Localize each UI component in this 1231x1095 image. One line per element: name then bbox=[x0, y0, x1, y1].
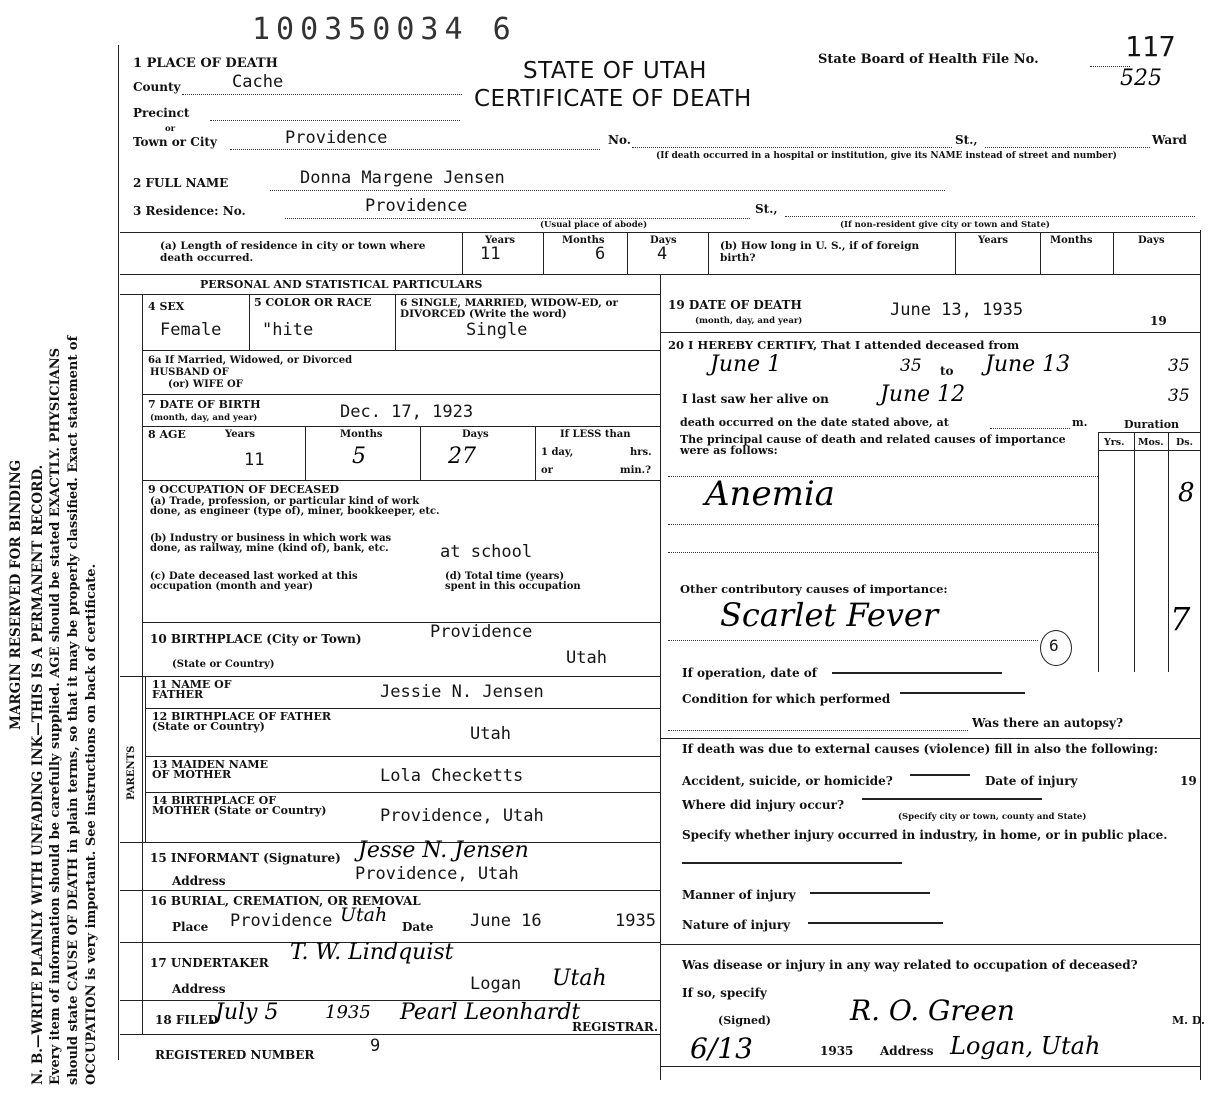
contrib-value: Scarlet Fever bbox=[720, 596, 939, 634]
place-heading: 1 PLACE OF DEATH bbox=[133, 56, 278, 71]
burial-place-hand: Utah bbox=[340, 904, 388, 926]
physician-signature: R. O. Green bbox=[850, 994, 1015, 1027]
dob-value: Dec. 17, 1923 bbox=[340, 402, 474, 422]
operation-label: If operation, date of bbox=[682, 666, 817, 680]
mother-label: 13 MAIDEN NAME OF MOTHER bbox=[152, 758, 268, 781]
father-value: Jessie N. Jensen bbox=[380, 682, 544, 702]
informant-address-label: Address bbox=[172, 874, 226, 888]
injury-date-label: Date of injury bbox=[985, 774, 1078, 788]
attended-to-year: 35 bbox=[1168, 356, 1190, 376]
us-years-header: Years bbox=[978, 235, 1009, 246]
occurred-label: death occurred on the date stated above, at bbox=[680, 416, 949, 429]
file-number: 117 bbox=[1125, 30, 1176, 63]
age-years: 11 bbox=[244, 450, 265, 470]
county-value: Cache bbox=[232, 72, 284, 92]
where-label: Where did injury occur? bbox=[682, 798, 845, 812]
less-or-label: or bbox=[541, 465, 553, 476]
burial-label: 16 BURIAL, CREMATION, OR REMOVAL bbox=[150, 894, 421, 908]
residence-label: 3 Residence: No. bbox=[133, 204, 246, 218]
sex-value: Female bbox=[160, 320, 222, 340]
res-months: 6 bbox=[595, 244, 606, 264]
age-years-header: Years bbox=[225, 429, 256, 440]
burial-date-label: Date bbox=[402, 920, 434, 934]
attended-from-year: 35 bbox=[900, 356, 922, 376]
birth-state-value: Utah bbox=[566, 648, 607, 668]
filed-date: July 5 bbox=[215, 1000, 279, 1025]
file-number-alt: 525 bbox=[1120, 66, 1162, 91]
informant-address: Providence, Utah bbox=[355, 864, 519, 884]
certify-label: 20 I HEREBY CERTIFY, That I attended deceased from bbox=[668, 338, 1020, 352]
attended-to: June 13 bbox=[985, 352, 1071, 377]
mother-birthplace-label: 14 BIRTHPLACE OF MOTHER (State or Country) bbox=[152, 794, 327, 817]
age-months-header: Months bbox=[340, 429, 383, 440]
certificate-title: CERTIFICATE OF DEATH bbox=[474, 86, 752, 112]
us-months-header: Months bbox=[1050, 235, 1093, 246]
condition-label: Condition for which performed bbox=[682, 692, 891, 706]
burial-place: Providence bbox=[230, 911, 333, 931]
last-saw-label: I last saw her alive on bbox=[682, 392, 829, 406]
external-label: If death was due to external causes (violence) fill in also the following: bbox=[682, 742, 1159, 756]
birthplace-label: 10 BIRTHPLACE (City or Town) bbox=[150, 632, 362, 646]
marital-label: 6 SINGLE, MARRIED, WIDOW-ED, or DIVORCED (Write the word) bbox=[400, 297, 619, 320]
ward-label: Ward bbox=[1152, 133, 1187, 147]
yrs-header: Yrs. bbox=[1104, 437, 1125, 448]
contrib-label: Other contributory causes of importance: bbox=[680, 582, 948, 596]
res-months-header: Months bbox=[562, 235, 605, 246]
age-days: 27 bbox=[448, 444, 476, 469]
registered-number-label: REGISTERED NUMBER bbox=[155, 1048, 315, 1062]
father-birthplace-label: 12 BIRTHPLACE OF FATHER (State or Country) bbox=[152, 710, 332, 733]
full-name-value: Donna Margene Jensen bbox=[300, 168, 505, 188]
occupation-c-label: (c) Date deceased last worked at this occupation (month and year) bbox=[150, 571, 358, 592]
occupation-a-label: (a) Trade, profession, or particular kind of work done, as engineer (type of), miner, bookkeeper, etc. bbox=[150, 496, 440, 517]
spouse-label-c: (or) WIFE OF bbox=[168, 379, 243, 390]
where-note: (Specify city or town, county and State) bbox=[898, 812, 1087, 822]
m-label: m. bbox=[1072, 416, 1088, 429]
physician-address-label: Address bbox=[880, 1044, 934, 1058]
margin-instruction-1: Every item of information should be carefully supplied. AGE should be stated EXACTLY. PHYSICIANS bbox=[48, 347, 63, 1085]
sex-label: 4 SEX bbox=[148, 300, 185, 313]
death-date-value: June 13, 1935 bbox=[890, 300, 1024, 320]
father-label: 11 NAME OF FATHER bbox=[152, 678, 232, 701]
contrib-duration-days: 7 bbox=[1170, 600, 1191, 638]
full-name-label: 2 FULL NAME bbox=[133, 176, 229, 190]
residence-length-label: (a) Length of residence in city or town where death occurred. bbox=[160, 240, 426, 264]
us-residence-label: (b) How long in U. S., if of foreign birth? bbox=[720, 240, 920, 264]
res-days: 4 bbox=[657, 244, 668, 264]
birth-state-label: (State or Country) bbox=[172, 659, 275, 670]
accident-label: Accident, suicide, or homicide? bbox=[682, 774, 893, 788]
physician-address: Logan, Utah bbox=[950, 1032, 1101, 1060]
burial-year: 1935 bbox=[615, 911, 656, 931]
death-date-label: 19 DATE OF DEATH bbox=[668, 298, 802, 312]
or-label: or bbox=[165, 124, 176, 134]
spouse-label-b: HUSBAND OF bbox=[150, 367, 229, 378]
margin-warning: N. B.—WRITE PLAINLY WITH UNFADING INK—THIS IS A PERMANENT RECORD. bbox=[30, 464, 46, 1085]
serial-number: 100350034 6 bbox=[252, 12, 517, 47]
street-label: St., bbox=[955, 133, 978, 147]
duration-header: Duration bbox=[1124, 418, 1180, 431]
margin-instruction-3: OCCUPATION is very important. See instructions on back of certificate. bbox=[84, 563, 99, 1085]
dob-sub: (month, day, and year) bbox=[150, 413, 258, 423]
residence-value: Providence bbox=[365, 196, 468, 216]
parents-label: PARENTS bbox=[126, 745, 137, 800]
specify-label: Specify whether injury occurred in industry, in home, or in public place. bbox=[682, 828, 1168, 842]
registrar-signature: Pearl Leonhardt bbox=[400, 1000, 581, 1025]
margin-instruction-2: should state CAUSE OF DEATH in plain terms, so that it may be properly classified. Exact statement of bbox=[66, 335, 81, 1085]
attended-to-label: to bbox=[940, 364, 954, 378]
nonresident-note: (If non-resident give city or town and State) bbox=[840, 220, 1050, 230]
county-label: County bbox=[133, 80, 181, 94]
signed-year: 1935 bbox=[820, 1044, 854, 1058]
mother-birthplace-value: Providence, Utah bbox=[380, 806, 544, 826]
precinct-label: Precinct bbox=[133, 106, 190, 120]
age-label: 8 AGE bbox=[148, 428, 186, 441]
injury-year-label: 19 bbox=[1180, 774, 1197, 788]
birthplace-value: Providence bbox=[430, 622, 533, 642]
less-min-label: min.? bbox=[620, 465, 651, 476]
res-days-header: Days bbox=[650, 235, 677, 246]
margin-binding-note: MARGIN RESERVED FOR BINDING bbox=[8, 459, 24, 730]
occupation-d-label: (d) Total time (years) spent in this occupation bbox=[445, 571, 581, 592]
signed-label: (Signed) bbox=[718, 1014, 771, 1027]
occupation-heading: 9 OCCUPATION OF DECEASED bbox=[148, 483, 340, 496]
undertaker-label: 17 UNDERTAKER bbox=[150, 956, 269, 970]
filed-year: 1935 bbox=[325, 1002, 371, 1023]
state-title: STATE OF UTAH bbox=[523, 58, 707, 84]
cause-label: The principal cause of death and related causes of importance were as follows: bbox=[680, 433, 1066, 457]
last-saw-year: 35 bbox=[1168, 386, 1190, 406]
mother-value: Lola Checketts bbox=[380, 766, 524, 786]
town-value: Providence bbox=[285, 128, 388, 148]
marital-value: Single bbox=[466, 320, 528, 340]
race-value: "hite bbox=[262, 320, 314, 340]
town-label: Town or City bbox=[133, 135, 217, 149]
occupation-b-value: at school bbox=[440, 542, 533, 562]
attended-from: June 1 bbox=[710, 352, 782, 377]
nature-label: Nature of injury bbox=[682, 918, 791, 932]
us-days-header: Days bbox=[1138, 235, 1165, 246]
undertaker-address-label: Address bbox=[172, 982, 226, 996]
registered-number: 9 bbox=[370, 1036, 381, 1056]
undertaker-address: Logan bbox=[470, 974, 522, 994]
circle-value: 6 bbox=[1049, 636, 1059, 655]
cause-duration-days: 8 bbox=[1178, 478, 1195, 508]
age-months: 5 bbox=[352, 444, 366, 469]
md-label: M. D. bbox=[1172, 1014, 1205, 1027]
signed-date: 6/13 bbox=[690, 1032, 753, 1065]
death-year-suffix: 19 bbox=[1150, 314, 1167, 328]
burial-place-label: Place bbox=[172, 920, 209, 934]
less-day-label: 1 day, bbox=[541, 447, 574, 458]
registrar-label: REGISTRAR. bbox=[572, 1020, 659, 1034]
residence-street-label: St., bbox=[755, 202, 778, 216]
occ-related-label: Was disease or injury in any way related to occupation of deceased? bbox=[682, 958, 1138, 972]
last-saw-date: June 12 bbox=[880, 382, 966, 407]
race-label: 5 COLOR OR RACE bbox=[254, 296, 372, 309]
father-birthplace-value: Utah bbox=[470, 724, 511, 744]
filed-label: 18 FILED bbox=[155, 1013, 218, 1027]
res-years-header: Years bbox=[485, 235, 516, 246]
file-number-label: State Board of Health File No. bbox=[818, 52, 1039, 67]
street-no-label: No. bbox=[608, 133, 631, 147]
spouse-label-a: 6a If Married, Widowed, or Divorced bbox=[148, 355, 353, 366]
personal-heading: PERSONAL AND STATISTICAL PARTICULARS bbox=[200, 278, 483, 291]
ds-header: Ds. bbox=[1176, 437, 1193, 448]
informant-label: 15 INFORMANT (Signature) bbox=[150, 851, 341, 865]
age-days-header: Days bbox=[462, 429, 489, 440]
undertaker-signature: T. W. Lindquist bbox=[290, 940, 454, 965]
dob-label: 7 DATE OF BIRTH bbox=[148, 398, 261, 411]
occupation-b-label: (b) Industry or business in which work was done, as railway, mine (kind of), bank, etc. bbox=[150, 533, 392, 554]
undertaker-address-hand: Utah bbox=[552, 966, 607, 991]
less-than-label: If LESS than bbox=[560, 429, 631, 440]
death-date-sub: (month, day, and year) bbox=[695, 316, 803, 326]
less-hrs-label: hrs. bbox=[630, 447, 652, 458]
mos-header: Mos. bbox=[1138, 437, 1164, 448]
abode-note: (Usual place of abode) bbox=[540, 220, 648, 230]
if-so-label: If so, specify bbox=[682, 986, 767, 1000]
cause-value: Anemia bbox=[705, 474, 835, 514]
informant-signature: Jesse N. Jensen bbox=[358, 838, 529, 863]
res-years: 11 bbox=[480, 244, 501, 264]
hospital-note: (If death occurred in a hospital or institution, give its NAME instead of street and number) bbox=[656, 151, 1117, 161]
autopsy-label: Was there an autopsy? bbox=[972, 716, 1124, 730]
burial-date: June 16 bbox=[470, 911, 542, 931]
manner-label: Manner of injury bbox=[682, 888, 796, 902]
